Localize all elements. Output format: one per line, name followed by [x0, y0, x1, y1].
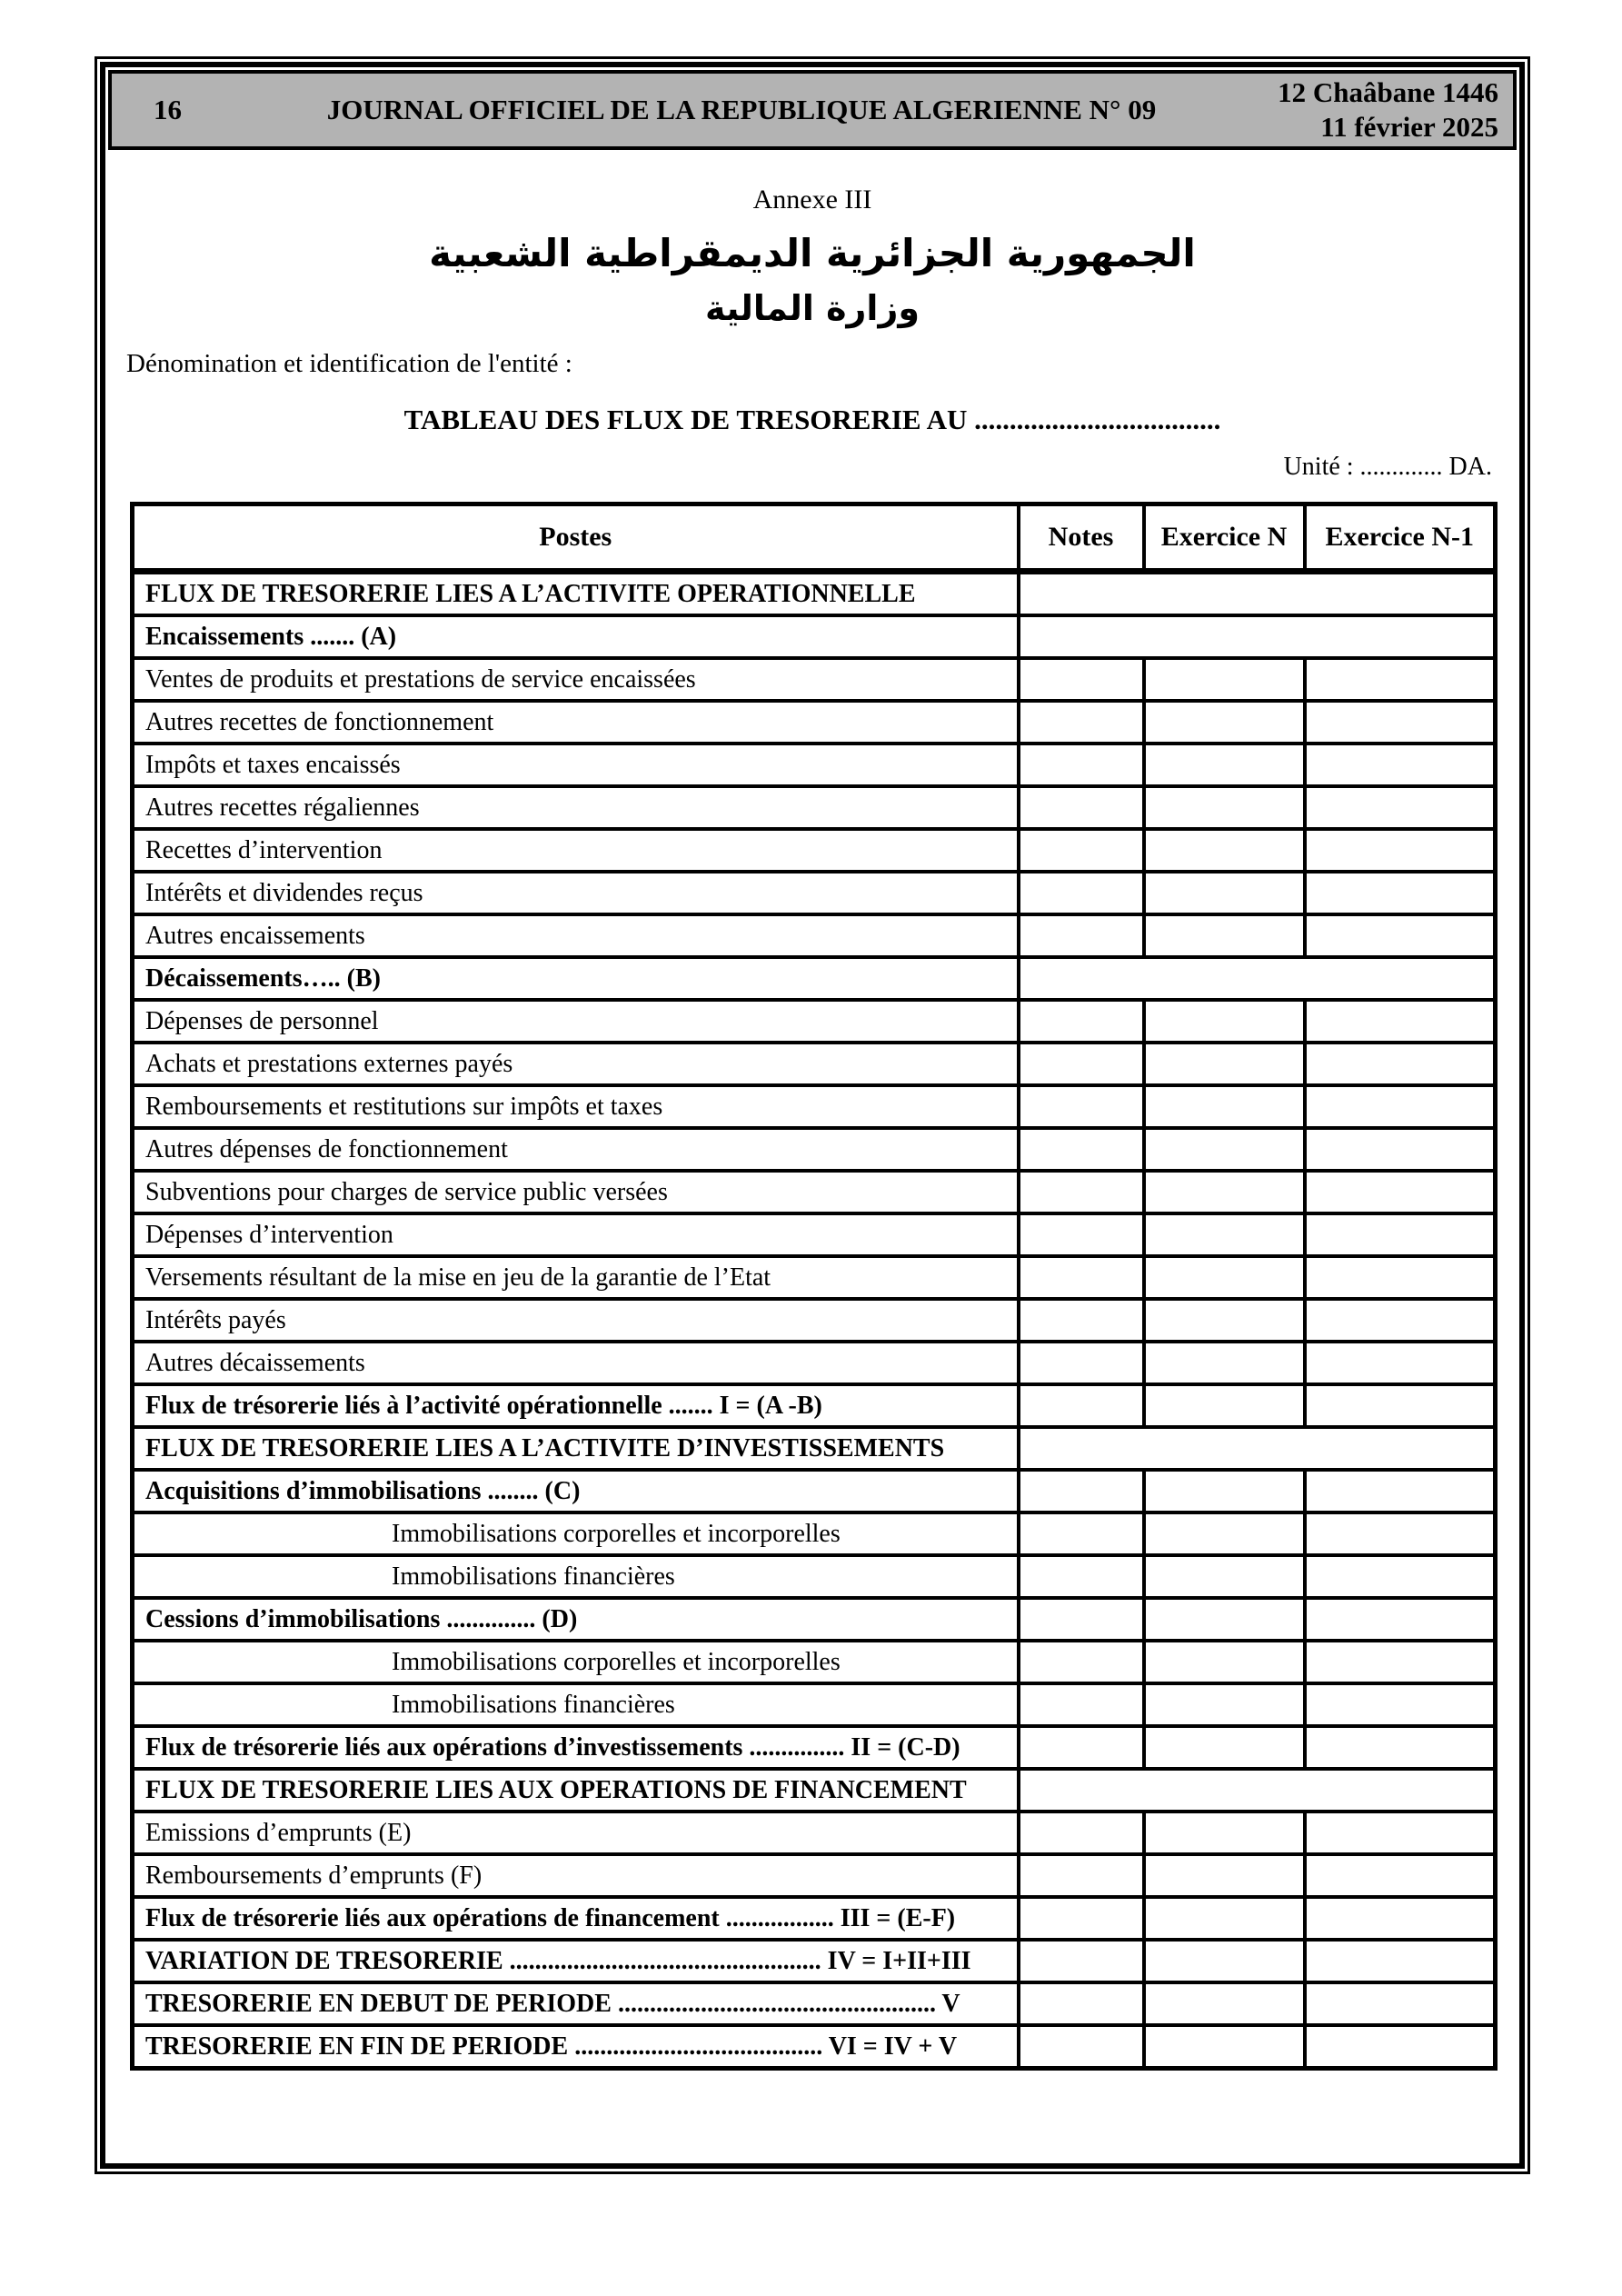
notes-cell [1019, 1043, 1144, 1085]
notes-cell [1019, 1940, 1144, 1982]
exercice-n-cell [1144, 1342, 1305, 1384]
table-row [133, 1000, 1496, 1043]
exercice-n-cell [1144, 1854, 1305, 1897]
postes-cell: Flux de trésorerie liés aux opérations d’investissements ............... II = (C-D) [133, 1726, 1019, 1769]
postes-cell: Immobilisations corporelles et incorporelles [133, 1512, 1019, 1555]
entity-identification-line: Dénomination et identification de l'entité : [126, 349, 572, 378]
exercice-n1-cell [1305, 1213, 1496, 1256]
exercice-n1-cell [1305, 1641, 1496, 1683]
exercice-n-cell [1144, 872, 1305, 914]
postes-cell: FLUX DE TRESORERIE LIES AUX OPERATIONS DE FINANCEMENT [133, 1769, 1019, 1812]
table-row [133, 1897, 1496, 1940]
postes-cell: Immobilisations financières [133, 1683, 1019, 1726]
exercice-n-cell [1144, 1726, 1305, 1769]
table-row [133, 1512, 1496, 1555]
postes-cell: Intérêts payés [133, 1299, 1019, 1342]
exercice-n1-cell [1305, 786, 1496, 829]
exercice-n-cell [1144, 1043, 1305, 1085]
postes-cell: TRESORERIE EN DEBUT DE PERIODE .................................................. V [133, 1982, 1019, 2025]
exercice-n1-cell [1305, 1512, 1496, 1555]
postes-cell: FLUX DE TRESORERIE LIES A L’ACTIVITE OPERATIONNELLE [133, 572, 1019, 616]
table-row [133, 1683, 1496, 1726]
table-row [133, 1043, 1496, 1085]
exercice-n-cell [1144, 658, 1305, 701]
col-header-exercice-n1: Exercice N-1 [1305, 504, 1496, 572]
table-row [133, 1812, 1496, 1854]
notes-cell [1019, 1342, 1144, 1384]
postes-cell: Encaissements ....... (A) [133, 615, 1019, 658]
exercice-n-cell [1144, 1085, 1305, 1128]
merged-empty-cell [1019, 1427, 1496, 1470]
unit-line: Unité : ............. DA. [1283, 453, 1492, 481]
exercice-n-cell [1144, 1812, 1305, 1854]
exercice-n-cell [1144, 1641, 1305, 1683]
postes-cell: FLUX DE TRESORERIE LIES A L’ACTIVITE D’INVESTISSEMENTS [133, 1427, 1019, 1470]
cashflow-table [130, 502, 1498, 2071]
notes-cell [1019, 1812, 1144, 1854]
table-row [133, 1555, 1496, 1598]
postes-cell: Subventions pour charges de service public versées [133, 1171, 1019, 1213]
table-row [133, 744, 1496, 786]
notes-cell [1019, 1982, 1144, 2025]
notes-cell [1019, 1299, 1144, 1342]
col-header-postes: Postes [133, 504, 1019, 572]
postes-cell: Immobilisations corporelles et incorporelles [133, 1641, 1019, 1683]
notes-cell [1019, 1726, 1144, 1769]
postes-cell: Impôts et taxes encaissés [133, 744, 1019, 786]
date-hijri: 12 Chaâbane 1446 [1278, 76, 1498, 108]
exercice-n1-cell [1305, 744, 1496, 786]
notes-cell [1019, 1897, 1144, 1940]
postes-cell: Ventes de produits et prestations de service encaissées [133, 658, 1019, 701]
notes-cell [1019, 1000, 1144, 1043]
exercice-n-cell [1144, 1000, 1305, 1043]
exercice-n1-cell [1305, 1854, 1496, 1897]
postes-cell: Autres recettes de fonctionnement [133, 701, 1019, 744]
exercice-n1-cell [1305, 872, 1496, 914]
postes-cell: Autres recettes régaliennes [133, 786, 1019, 829]
exercice-n1-cell [1305, 1897, 1496, 1940]
notes-cell [1019, 914, 1144, 957]
notes-cell [1019, 658, 1144, 701]
table-row [133, 1256, 1496, 1299]
table-row [133, 1726, 1496, 1769]
date-gregorian: 11 février 2025 [1320, 111, 1498, 143]
notes-cell [1019, 1384, 1144, 1427]
exercice-n-cell [1144, 1213, 1305, 1256]
notes-cell [1019, 1683, 1144, 1726]
table-row [133, 1085, 1496, 1128]
exercice-n-cell [1144, 786, 1305, 829]
exercice-n-cell [1144, 1171, 1305, 1213]
arabic-ministry-title: وزارة المالية [705, 288, 920, 328]
exercice-n1-cell [1305, 1470, 1496, 1512]
table-row [133, 1982, 1496, 2025]
postes-cell: Remboursements d’emprunts (F) [133, 1854, 1019, 1897]
merged-empty-cell [1019, 1769, 1496, 1812]
exercice-n1-cell [1305, 1683, 1496, 1726]
table-row [133, 1384, 1496, 1427]
merged-empty-cell [1019, 615, 1496, 658]
exercice-n-cell [1144, 1897, 1305, 1940]
exercice-n-cell [1144, 1683, 1305, 1726]
issue-dates [1235, 75, 1513, 145]
exercice-n1-cell [1305, 1171, 1496, 1213]
postes-cell: Emissions d’emprunts (E) [133, 1812, 1019, 1854]
notes-cell [1019, 1641, 1144, 1683]
notes-cell [1019, 1256, 1144, 1299]
table-row [133, 1769, 1496, 1812]
notes-cell [1019, 1171, 1144, 1213]
notes-cell [1019, 1085, 1144, 1128]
exercice-n1-cell [1305, 2025, 1496, 2069]
page-frame [95, 56, 1530, 2174]
notes-cell [1019, 744, 1144, 786]
exercice-n1-cell [1305, 1940, 1496, 1982]
table-row [133, 786, 1496, 829]
postes-cell: Autres encaissements [133, 914, 1019, 957]
notes-cell [1019, 786, 1144, 829]
table-row [133, 1854, 1496, 1897]
table-row [133, 1128, 1496, 1171]
table-row [133, 872, 1496, 914]
table-header-row [133, 504, 1496, 572]
exercice-n1-cell [1305, 1043, 1496, 1085]
table-row [133, 914, 1496, 957]
annexe-label: Annexe III [752, 185, 872, 215]
notes-cell [1019, 1128, 1144, 1171]
exercice-n-cell [1144, 1470, 1305, 1512]
notes-cell [1019, 872, 1144, 914]
exercice-n-cell [1144, 701, 1305, 744]
merged-empty-cell [1019, 572, 1496, 616]
postes-cell: Intérêts et dividendes reçus [133, 872, 1019, 914]
postes-cell: Acquisitions d’immobilisations ........ (C) [133, 1470, 1019, 1512]
table-row [133, 829, 1496, 872]
document-title: TABLEAU DES FLUX DE TRESORERIE AU ................................... [403, 404, 1221, 435]
notes-cell [1019, 701, 1144, 744]
postes-cell: Achats et prestations externes payés [133, 1043, 1019, 1085]
journal-header-bar [108, 70, 1517, 150]
exercice-n1-cell [1305, 701, 1496, 744]
exercice-n-cell [1144, 1598, 1305, 1641]
exercice-n1-cell [1305, 914, 1496, 957]
postes-cell: Immobilisations financières [133, 1555, 1019, 1598]
exercice-n1-cell [1305, 1726, 1496, 1769]
exercice-n1-cell [1305, 1085, 1496, 1128]
exercice-n-cell [1144, 1940, 1305, 1982]
postes-cell: Flux de trésorerie liés à l’activité opérationnelle ....... I = (A -B) [133, 1384, 1019, 1427]
notes-cell [1019, 1854, 1144, 1897]
postes-cell: TRESORERIE EN FIN DE PERIODE ....................................... VI = IV + V [133, 2025, 1019, 2069]
arabic-republic-title: الجمهورية الجزائرية الديمقراطية الشعبية [429, 231, 1196, 275]
postes-cell: Remboursements et restitutions sur impôts et taxes [133, 1085, 1019, 1128]
page-frame-inner [100, 62, 1525, 2169]
exercice-n-cell [1144, 829, 1305, 872]
postes-cell: Dépenses d’intervention [133, 1213, 1019, 1256]
exercice-n-cell [1144, 2025, 1305, 2069]
merged-empty-cell [1019, 957, 1496, 1000]
col-header-notes: Notes [1019, 504, 1144, 572]
col-header-exercice-n: Exercice N [1144, 504, 1305, 572]
exercice-n1-cell [1305, 658, 1496, 701]
exercice-n1-cell [1305, 1256, 1496, 1299]
table-row [133, 1427, 1496, 1470]
notes-cell [1019, 2025, 1144, 2069]
notes-cell [1019, 1598, 1144, 1641]
exercice-n-cell [1144, 744, 1305, 786]
table-row [133, 1213, 1496, 1256]
exercice-n1-cell [1305, 1982, 1496, 2025]
postes-cell: Recettes d’intervention [133, 829, 1019, 872]
notes-cell [1019, 1470, 1144, 1512]
exercice-n1-cell [1305, 1128, 1496, 1171]
table-row [133, 2025, 1496, 2069]
notes-cell [1019, 1512, 1144, 1555]
exercice-n-cell [1144, 1512, 1305, 1555]
table-row [133, 658, 1496, 701]
notes-cell [1019, 1213, 1144, 1256]
table-row [133, 1171, 1496, 1213]
postes-cell: Versements résultant de la mise en jeu de la garantie de l’Etat [133, 1256, 1019, 1299]
exercice-n1-cell [1305, 1555, 1496, 1598]
exercice-n1-cell [1305, 1342, 1496, 1384]
page-number: 16 [154, 94, 182, 125]
exercice-n-cell [1144, 1128, 1305, 1171]
table-row [133, 701, 1496, 744]
exercice-n1-cell [1305, 1384, 1496, 1427]
table-row [133, 1299, 1496, 1342]
exercice-n1-cell [1305, 1812, 1496, 1854]
table-row [133, 1641, 1496, 1683]
exercice-n1-cell [1305, 1000, 1496, 1043]
postes-cell: Flux de trésorerie liés aux opérations de financement ................. III = (E-F) [133, 1897, 1019, 1940]
table-row [133, 957, 1496, 1000]
table-row [133, 1598, 1496, 1641]
postes-cell: Cessions d’immobilisations .............. (D) [133, 1598, 1019, 1641]
exercice-n-cell [1144, 1299, 1305, 1342]
postes-cell: Décaissements….. (B) [133, 957, 1019, 1000]
exercice-n1-cell [1305, 1598, 1496, 1641]
notes-cell [1019, 829, 1144, 872]
exercice-n-cell [1144, 1982, 1305, 2025]
postes-cell: Autres dépenses de fonctionnement [133, 1128, 1019, 1171]
postes-cell: Autres décaissements [133, 1342, 1019, 1384]
table-row [133, 1470, 1496, 1512]
journal-title: JOURNAL OFFICIEL DE LA REPUBLIQUE ALGERIENNE N° 09 [326, 94, 1157, 125]
exercice-n1-cell [1305, 829, 1496, 872]
postes-cell: VARIATION DE TRESORERIE ................................................. IV = I+II+III [133, 1940, 1019, 1982]
exercice-n1-cell [1305, 1299, 1496, 1342]
exercice-n-cell [1144, 1384, 1305, 1427]
table-row [133, 615, 1496, 658]
table-row [133, 1342, 1496, 1384]
exercice-n-cell [1144, 914, 1305, 957]
exercice-n-cell [1144, 1256, 1305, 1299]
table-row [133, 572, 1496, 616]
exercice-n-cell [1144, 1555, 1305, 1598]
postes-cell: Dépenses de personnel [133, 1000, 1019, 1043]
notes-cell [1019, 1555, 1144, 1598]
table-row [133, 1940, 1496, 1982]
